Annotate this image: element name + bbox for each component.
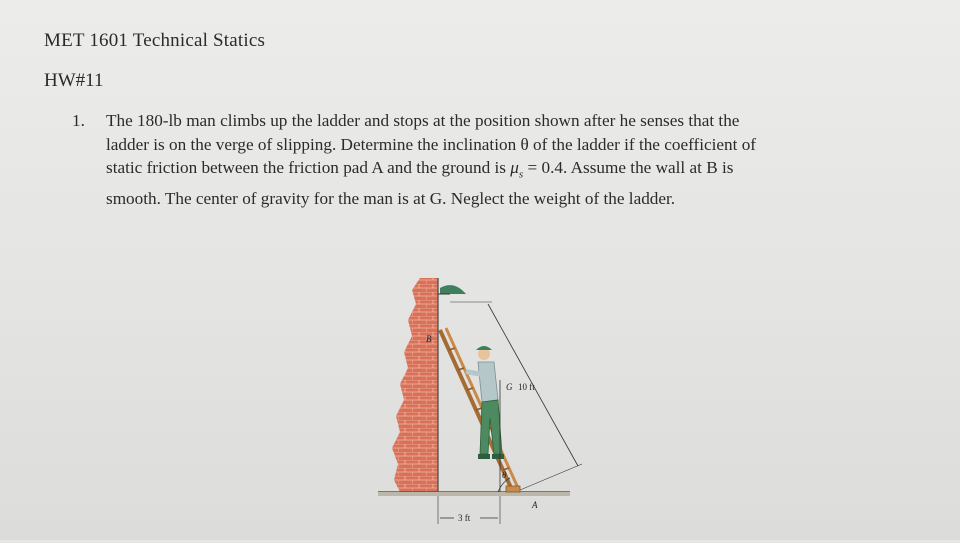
man-boot-left: [478, 454, 490, 459]
mu-value: = 0.4.: [523, 158, 568, 177]
mu-symbol: [510, 158, 524, 181]
mu-glyph: μ: [510, 158, 519, 177]
problem-line-3-text: static friction between the friction pad A and the ground is: [106, 158, 511, 177]
label-10ft: 10 ft: [518, 382, 535, 392]
ladder-figure-svg: [370, 268, 610, 538]
problem-number: 1.: [72, 111, 85, 130]
label-a: A: [532, 500, 538, 510]
man-hat: [476, 346, 492, 350]
problem-line-4: smooth. The center of gravity for the man is at G. Neglect the weight of the ladder.: [106, 188, 676, 208]
mu-subscript: s: [518, 168, 524, 181]
ground-hatch: [378, 492, 570, 496]
problem-text: [106, 109, 892, 210]
wall-lamp: [440, 285, 466, 294]
ladder-figure: [370, 268, 610, 538]
course-title: MET 1601 Technical Statics: [44, 30, 266, 51]
brick-wall: [392, 278, 438, 492]
label-b: B: [426, 334, 432, 344]
man-boot-right: [492, 454, 504, 459]
label-theta: θ: [502, 470, 507, 480]
problem-1: [72, 109, 892, 210]
dim-bottom-ext: [520, 464, 582, 490]
label-3ft: 3 ft: [458, 513, 471, 523]
problem-line-1: The 180-lb man climbs up the ladder and stops at the position shown after he senses that the: [106, 111, 740, 130]
label-g: G: [506, 382, 513, 392]
man-arm: [468, 372, 480, 374]
problem-line-2: ladder is on the verge of slipping. Determine the inclination θ of the ladder if the coefficient of: [106, 134, 757, 154]
friction-pad: [506, 486, 520, 492]
problem-line-3: [106, 156, 892, 187]
man-shirt: [478, 362, 498, 402]
homework-title: HW#11: [44, 70, 104, 91]
problem-line-3-tail: Assume the wall at B is: [567, 158, 734, 177]
